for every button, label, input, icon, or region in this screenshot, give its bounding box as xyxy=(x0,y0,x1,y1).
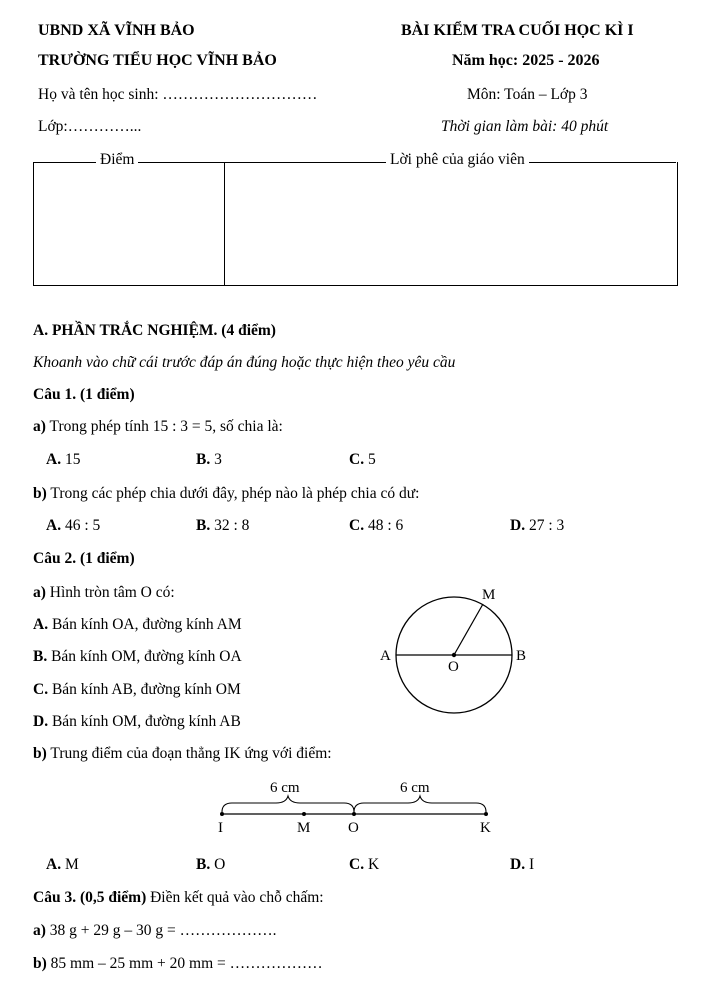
class-line: Lớp:…………... xyxy=(38,118,142,135)
q1b-option-a[interactable]: A. 46 : 5 xyxy=(46,517,101,534)
q1-title: Câu 1. (1 điểm) xyxy=(33,386,135,403)
student-name-line: Họ và tên học sinh: ………………………… xyxy=(38,86,318,103)
score-label: Điểm xyxy=(96,151,138,169)
district-name: UBND XÃ VĨNH BẢO xyxy=(38,22,195,39)
q2a-option-d[interactable]: D. Bán kính OM, đường kính AB xyxy=(33,713,241,730)
time-line: Thời gian làm bài: 40 phút xyxy=(441,118,609,135)
point-i xyxy=(220,812,224,816)
right-length-label: 6 cm xyxy=(400,780,430,796)
radius-om xyxy=(454,604,483,655)
q1a-prompt: a) Trong phép tính 15 : 3 = 5, số chia là: xyxy=(33,418,283,435)
right-brace xyxy=(354,796,486,812)
q2b-option-a[interactable]: A. M xyxy=(46,856,79,873)
label-o: O xyxy=(448,659,459,675)
left-length-label: 6 cm xyxy=(270,780,300,796)
point-m xyxy=(302,812,306,816)
subject-line: Môn: Toán – Lớp 3 xyxy=(467,86,588,103)
q2b-option-d[interactable]: D. I xyxy=(510,856,535,873)
box-frame xyxy=(33,162,678,286)
q2b-prompt: b) Trung điểm của đoạn thẳng IK ứng với điểm: xyxy=(33,745,332,762)
q2-title: Câu 2. (1 điểm) xyxy=(33,550,135,567)
exam-title: BÀI KIỂM TRA CUỐI HỌC KÌ I xyxy=(401,22,634,39)
q1b-option-d[interactable]: D. 27 : 3 xyxy=(510,517,565,534)
q1b-prompt: b) Trong các phép chia dưới đây, phép nào là phép chia có dư: xyxy=(33,485,420,502)
q3-title: Câu 3. (0,5 điểm) Điền kết quả vào chỗ chấm: xyxy=(33,889,324,906)
q1a-option-c[interactable]: C. 5 xyxy=(349,451,376,468)
segment-figure xyxy=(210,772,510,838)
label-o-seg: O xyxy=(348,820,359,836)
center-point-o xyxy=(452,653,456,657)
school-name: TRƯỜNG TIỂU HỌC VĨNH BẢO xyxy=(38,52,277,69)
q1a-option-b[interactable]: B. 3 xyxy=(196,451,222,468)
teacher-comment-label: Lời phê của giáo viên xyxy=(386,151,529,169)
q3a-expression[interactable]: a) 38 g + 29 g – 30 g = ………………. xyxy=(33,922,277,939)
q1b-option-b[interactable]: B. 32 : 8 xyxy=(196,517,250,534)
q2a-prompt: a) Hình tròn tâm O có: xyxy=(33,584,175,601)
label-m: M xyxy=(482,587,496,603)
q1b-option-c[interactable]: C. 48 : 6 xyxy=(349,517,404,534)
label-m-seg: M xyxy=(297,820,311,836)
label-b: B xyxy=(516,648,527,664)
q2a-option-c[interactable]: C. Bán kính AB, đường kính OM xyxy=(33,681,241,698)
section-a-instruction: Khoanh vào chữ cái trước đáp án đúng hoặc thực hiện theo yêu cầu xyxy=(33,354,456,371)
section-a-title: A. PHẦN TRẮC NGHIỆM. (4 điểm) xyxy=(33,322,276,339)
point-k xyxy=(484,812,488,816)
left-brace xyxy=(222,796,354,812)
q2a-option-b[interactable]: B. Bán kính OM, đường kính OA xyxy=(33,648,242,665)
q1a-option-a[interactable]: A. 15 xyxy=(46,451,81,468)
school-year: Năm học: 2025 - 2026 xyxy=(452,52,600,69)
q2a-option-a[interactable]: A. Bán kính OA, đường kính AM xyxy=(33,616,242,633)
circle-figure xyxy=(370,580,550,735)
q2b-option-b[interactable]: B. O xyxy=(196,856,226,873)
label-k: K xyxy=(480,820,491,836)
q2b-option-c[interactable]: C. K xyxy=(349,856,380,873)
q3b-expression[interactable]: b) 85 mm – 25 mm + 20 mm = ……………… xyxy=(33,955,323,972)
point-o xyxy=(352,812,356,816)
box-divider xyxy=(224,162,225,285)
label-i: I xyxy=(218,820,223,836)
label-a: A xyxy=(380,648,391,664)
